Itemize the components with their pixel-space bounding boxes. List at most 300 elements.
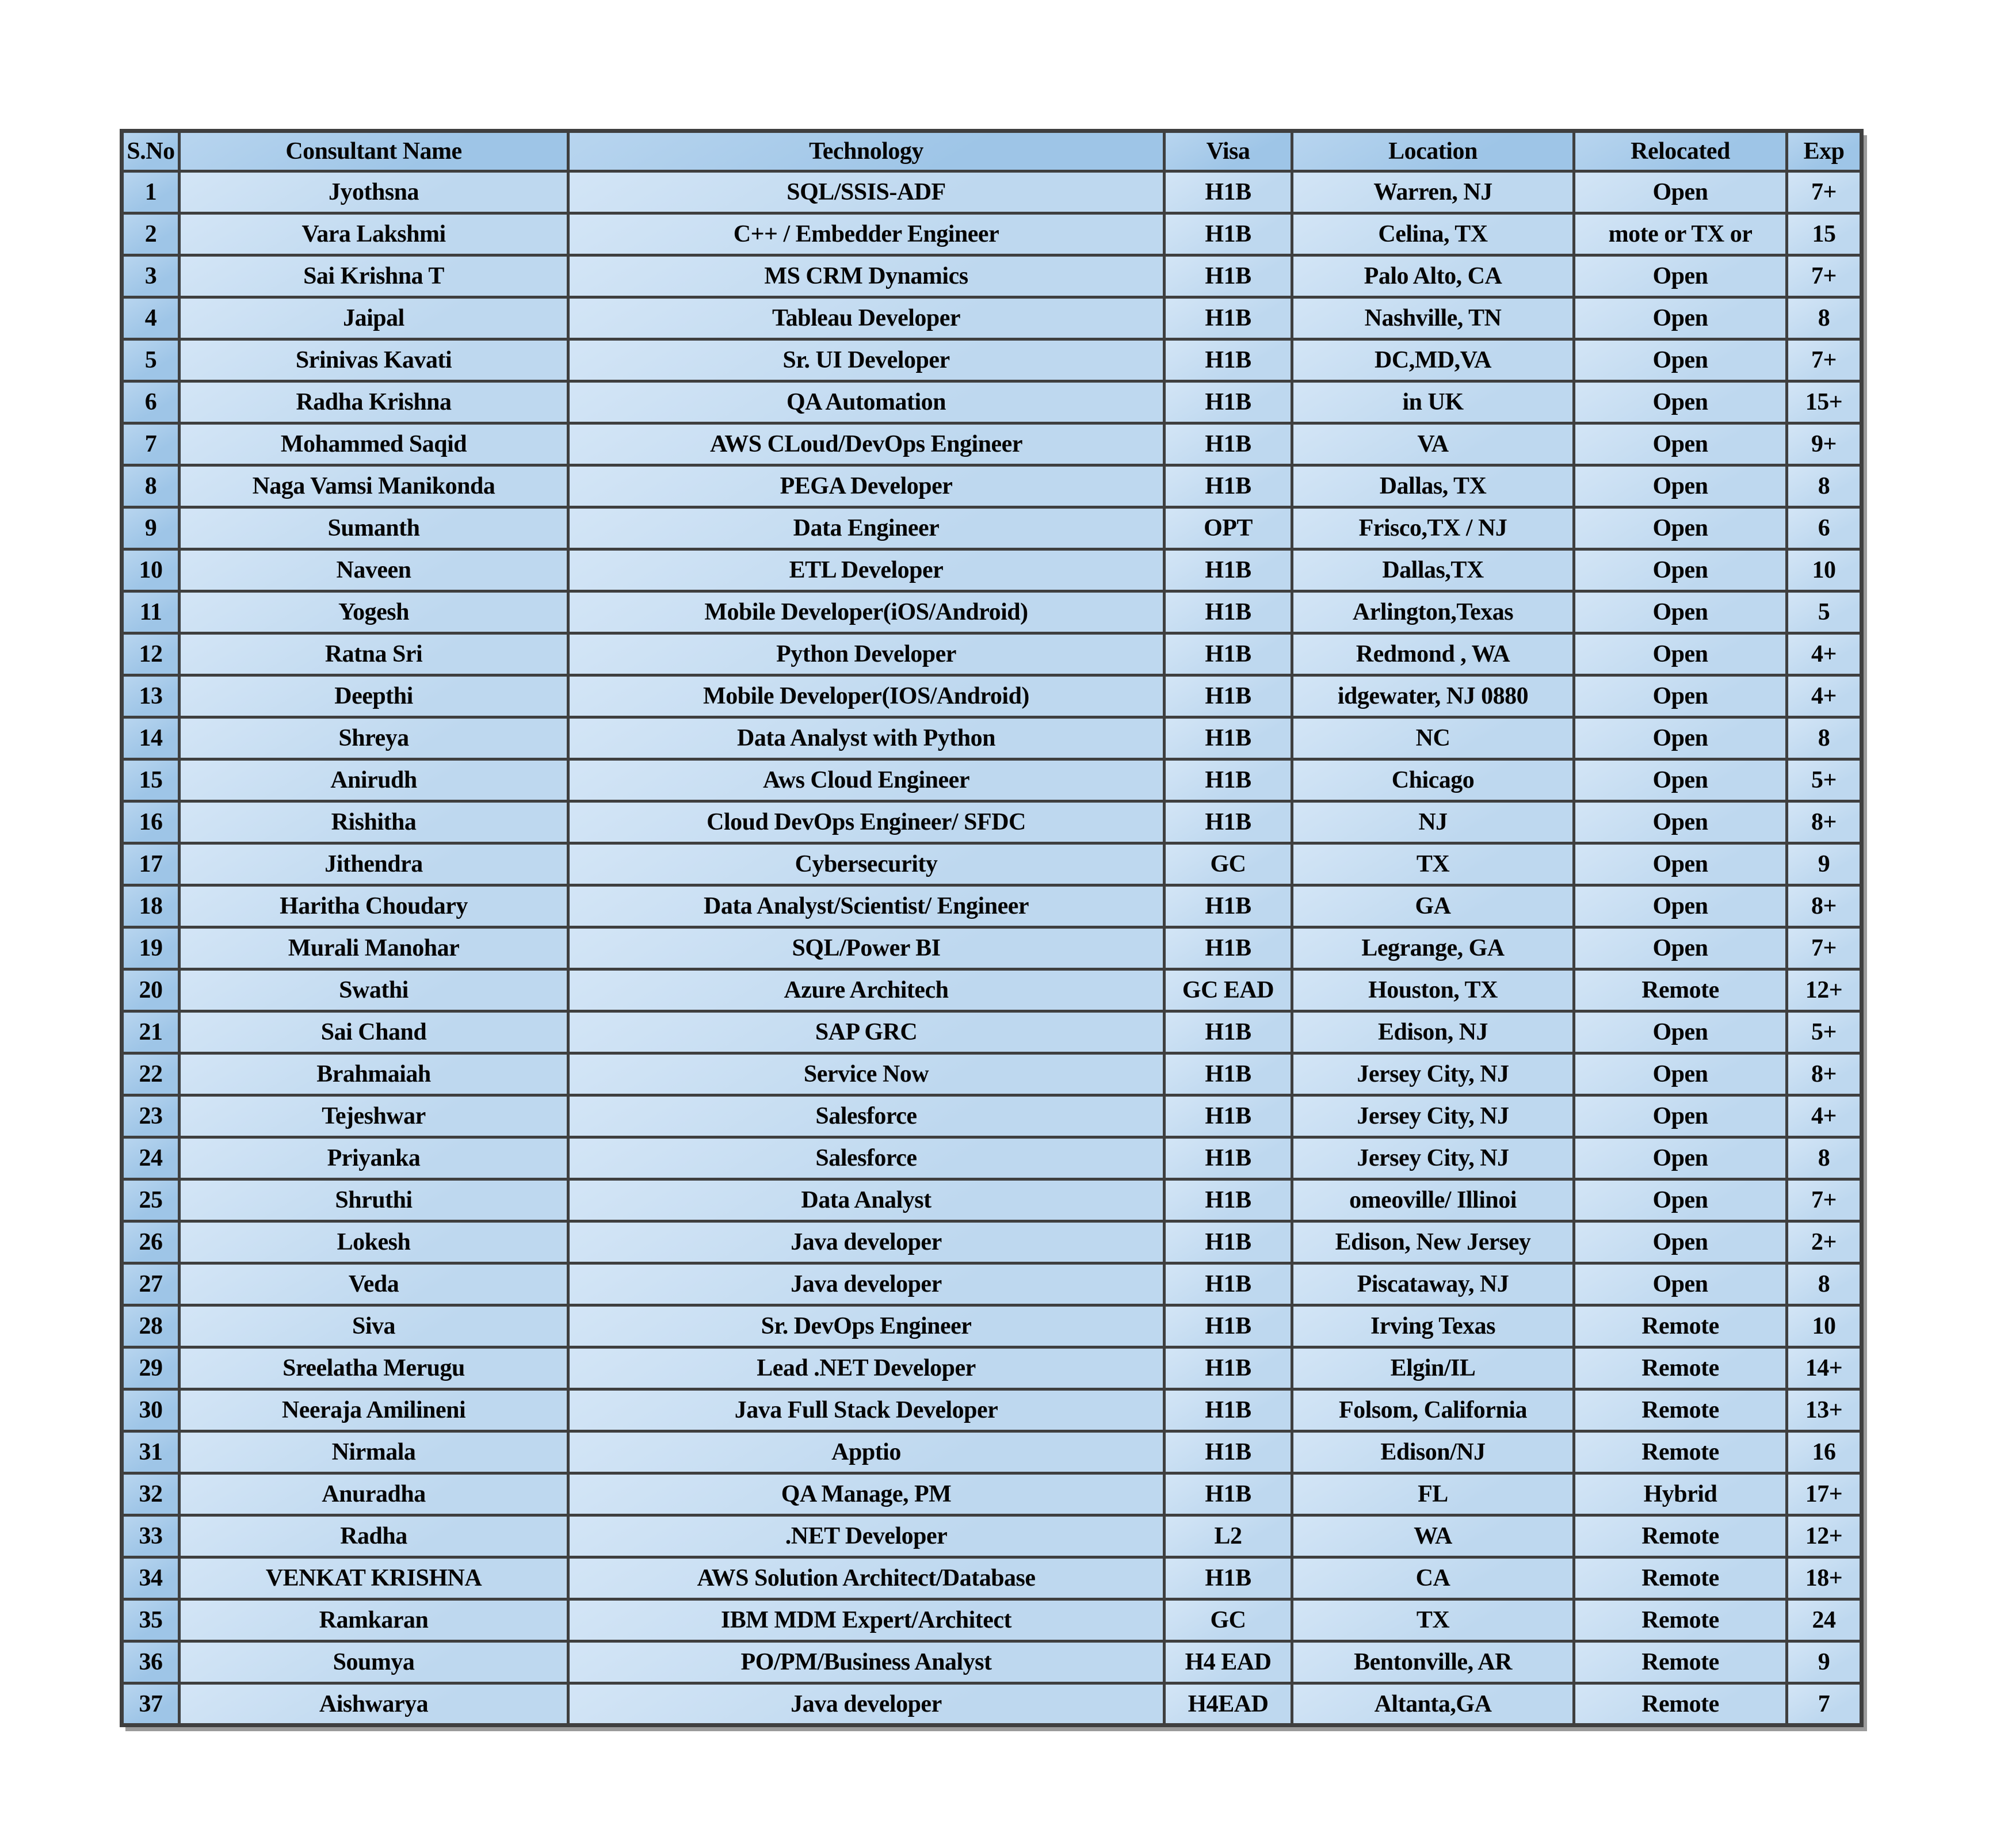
cell-sno: 34 (122, 1557, 180, 1599)
cell-exp: 7+ (1787, 339, 1862, 381)
cell-consultant-name: Vara Lakshmi (180, 213, 568, 255)
cell-relocated: Remote (1574, 1305, 1787, 1347)
cell-technology: SQL/SSIS-ADF (568, 171, 1165, 213)
cell-sno: 35 (122, 1599, 180, 1641)
cell-technology: Tableau Developer (568, 297, 1165, 339)
cell-exp: 15 (1787, 213, 1862, 255)
table-row (122, 1263, 1862, 1305)
cell-location: Dallas,TX (1292, 549, 1574, 591)
cell-exp: 13+ (1787, 1389, 1862, 1431)
cell-consultant-name: Yogesh (180, 591, 568, 633)
cell-exp: 12+ (1787, 1515, 1862, 1557)
cell-location: GA (1292, 885, 1574, 927)
cell-relocated: Open (1574, 1263, 1787, 1305)
cell-technology: Data Engineer (568, 507, 1165, 549)
cell-relocated: Open (1574, 1053, 1787, 1095)
cell-consultant-name: Radha (180, 1515, 568, 1557)
cell-location: Edison/NJ (1292, 1431, 1574, 1473)
col-header-location: Location (1292, 131, 1574, 171)
table-row (122, 213, 1862, 255)
cell-technology: QA Manage, PM (568, 1473, 1165, 1515)
cell-visa: H1B (1165, 423, 1292, 465)
cell-sno: 37 (122, 1683, 180, 1725)
cell-sno: 9 (122, 507, 180, 549)
cell-visa: H1B (1165, 381, 1292, 423)
cell-visa: GC (1165, 1599, 1292, 1641)
cell-sno: 19 (122, 927, 180, 969)
table-row (122, 171, 1862, 213)
cell-exp: 4+ (1787, 675, 1862, 717)
table-row (122, 1095, 1862, 1137)
cell-sno: 22 (122, 1053, 180, 1095)
cell-location: Nashville, TN (1292, 297, 1574, 339)
cell-technology: AWS CLoud/DevOps Engineer (568, 423, 1165, 465)
cell-visa: H1B (1165, 885, 1292, 927)
cell-visa: H1B (1165, 759, 1292, 801)
cell-exp: 12+ (1787, 969, 1862, 1011)
table-row (122, 507, 1862, 549)
cell-visa: H1B (1165, 549, 1292, 591)
cell-exp: 9+ (1787, 423, 1862, 465)
cell-sno: 11 (122, 591, 180, 633)
table-row (122, 1683, 1862, 1725)
cell-location: DC,MD,VA (1292, 339, 1574, 381)
cell-visa: H1B (1165, 171, 1292, 213)
cell-exp: 10 (1787, 1305, 1862, 1347)
table-row (122, 465, 1862, 507)
cell-relocated: Open (1574, 171, 1787, 213)
cell-exp: 17+ (1787, 1473, 1862, 1515)
cell-location: Elgin/IL (1292, 1347, 1574, 1389)
cell-relocated: Remote (1574, 969, 1787, 1011)
cell-consultant-name: Siva (180, 1305, 568, 1347)
cell-technology: Java developer (568, 1263, 1165, 1305)
cell-relocated: Open (1574, 843, 1787, 885)
cell-technology: PEGA Developer (568, 465, 1165, 507)
table-row (122, 255, 1862, 297)
cell-location: in UK (1292, 381, 1574, 423)
cell-relocated: Remote (1574, 1389, 1787, 1431)
cell-technology: Java developer (568, 1683, 1165, 1725)
cell-exp: 8 (1787, 1263, 1862, 1305)
table-row (122, 717, 1862, 759)
cell-exp: 7 (1787, 1683, 1862, 1725)
col-header-sno: S.No (122, 131, 180, 171)
cell-visa: H1B (1165, 339, 1292, 381)
cell-exp: 14+ (1787, 1347, 1862, 1389)
cell-consultant-name: Sai Krishna T (180, 255, 568, 297)
cell-location: Altanta,GA (1292, 1683, 1574, 1725)
cell-consultant-name: Jithendra (180, 843, 568, 885)
cell-consultant-name: Rishitha (180, 801, 568, 843)
table-row (122, 801, 1862, 843)
cell-relocated: Open (1574, 1137, 1787, 1179)
cell-consultant-name: Haritha Choudary (180, 885, 568, 927)
cell-sno: 10 (122, 549, 180, 591)
cell-consultant-name: Aishwarya (180, 1683, 568, 1725)
cell-relocated: Open (1574, 1179, 1787, 1221)
cell-exp: 8+ (1787, 1053, 1862, 1095)
cell-location: Houston, TX (1292, 969, 1574, 1011)
cell-visa: OPT (1165, 507, 1292, 549)
cell-relocated: Open (1574, 885, 1787, 927)
cell-sno: 4 (122, 297, 180, 339)
cell-sno: 27 (122, 1263, 180, 1305)
cell-technology: Sr. UI Developer (568, 339, 1165, 381)
cell-sno: 16 (122, 801, 180, 843)
cell-visa: GC EAD (1165, 969, 1292, 1011)
cell-technology: Java Full Stack Developer (568, 1389, 1165, 1431)
cell-relocated: Open (1574, 759, 1787, 801)
cell-technology: Python Developer (568, 633, 1165, 675)
cell-location: Legrange, GA (1292, 927, 1574, 969)
cell-visa: H1B (1165, 1305, 1292, 1347)
cell-location: Jersey City, NJ (1292, 1137, 1574, 1179)
cell-technology: MS CRM Dynamics (568, 255, 1165, 297)
cell-sno: 13 (122, 675, 180, 717)
cell-location: TX (1292, 1599, 1574, 1641)
cell-visa: H1B (1165, 213, 1292, 255)
cell-relocated: Open (1574, 465, 1787, 507)
consultants-table (120, 129, 1864, 1727)
cell-relocated: Remote (1574, 1557, 1787, 1599)
cell-exp: 5 (1787, 591, 1862, 633)
cell-visa: H1B (1165, 717, 1292, 759)
cell-exp: 7+ (1787, 1179, 1862, 1221)
cell-relocated: Open (1574, 255, 1787, 297)
cell-technology: Apptio (568, 1431, 1165, 1473)
cell-exp: 16 (1787, 1431, 1862, 1473)
cell-technology: IBM MDM Expert/Architect (568, 1599, 1165, 1641)
cell-location: Redmond , WA (1292, 633, 1574, 675)
cell-sno: 32 (122, 1473, 180, 1515)
cell-visa: H1B (1165, 1221, 1292, 1263)
col-header-visa: Visa (1165, 131, 1292, 171)
table-row (122, 1515, 1862, 1557)
cell-consultant-name: Sai Chand (180, 1011, 568, 1053)
cell-visa: H1B (1165, 1347, 1292, 1389)
cell-consultant-name: Priyanka (180, 1137, 568, 1179)
cell-sno: 26 (122, 1221, 180, 1263)
cell-location: Irving Texas (1292, 1305, 1574, 1347)
cell-relocated: Remote (1574, 1641, 1787, 1683)
cell-technology: Lead .NET Developer (568, 1347, 1165, 1389)
table-row (122, 1011, 1862, 1053)
cell-visa: H1B (1165, 1011, 1292, 1053)
cell-sno: 18 (122, 885, 180, 927)
cell-visa: H1B (1165, 1473, 1292, 1515)
cell-relocated: Remote (1574, 1515, 1787, 1557)
table-row (122, 1431, 1862, 1473)
cell-relocated: Open (1574, 1095, 1787, 1137)
cell-location: Edison, New Jersey (1292, 1221, 1574, 1263)
cell-relocated: Open (1574, 549, 1787, 591)
cell-consultant-name: Jyothsna (180, 171, 568, 213)
cell-technology: Data Analyst with Python (568, 717, 1165, 759)
cell-technology: AWS Solution Architect/Database (568, 1557, 1165, 1599)
cell-consultant-name: Sreelatha Merugu (180, 1347, 568, 1389)
cell-exp: 5+ (1787, 759, 1862, 801)
cell-consultant-name: Nirmala (180, 1431, 568, 1473)
cell-relocated: Open (1574, 717, 1787, 759)
cell-visa: H1B (1165, 297, 1292, 339)
cell-visa: H1B (1165, 1431, 1292, 1473)
cell-visa: H1B (1165, 1263, 1292, 1305)
cell-technology: Sr. DevOps Engineer (568, 1305, 1165, 1347)
cell-consultant-name: Shreya (180, 717, 568, 759)
table-row (122, 1557, 1862, 1599)
cell-location: Jersey City, NJ (1292, 1053, 1574, 1095)
cell-consultant-name: Naga Vamsi Manikonda (180, 465, 568, 507)
cell-location: omeoville/ Illinoi (1292, 1179, 1574, 1221)
cell-consultant-name: Radha Krishna (180, 381, 568, 423)
table-row (122, 339, 1862, 381)
cell-technology: QA Automation (568, 381, 1165, 423)
cell-technology: Data Analyst/Scientist/ Engineer (568, 885, 1165, 927)
cell-technology: Salesforce (568, 1095, 1165, 1137)
cell-exp: 18+ (1787, 1557, 1862, 1599)
cell-location: Edison, NJ (1292, 1011, 1574, 1053)
cell-sno: 25 (122, 1179, 180, 1221)
cell-technology: Mobile Developer(iOS/Android) (568, 591, 1165, 633)
cell-technology: Service Now (568, 1053, 1165, 1095)
cell-exp: 2+ (1787, 1221, 1862, 1263)
cell-location: FL (1292, 1473, 1574, 1515)
cell-exp: 9 (1787, 843, 1862, 885)
col-header-consultant-name: Consultant Name (180, 131, 568, 171)
cell-relocated: Remote (1574, 1347, 1787, 1389)
cell-consultant-name: Sumanth (180, 507, 568, 549)
table-row (122, 1473, 1862, 1515)
cell-location: Chicago (1292, 759, 1574, 801)
cell-visa: H1B (1165, 255, 1292, 297)
cell-sno: 8 (122, 465, 180, 507)
cell-technology: SAP GRC (568, 1011, 1165, 1053)
cell-technology: Salesforce (568, 1137, 1165, 1179)
cell-consultant-name: Jaipal (180, 297, 568, 339)
cell-location: Arlington,Texas (1292, 591, 1574, 633)
table-row (122, 381, 1862, 423)
cell-sno: 36 (122, 1641, 180, 1683)
cell-technology: Data Analyst (568, 1179, 1165, 1221)
cell-relocated: Remote (1574, 1683, 1787, 1725)
cell-consultant-name: Veda (180, 1263, 568, 1305)
cell-location: idgewater, NJ 0880 (1292, 675, 1574, 717)
cell-exp: 8 (1787, 297, 1862, 339)
cell-visa: H1B (1165, 1389, 1292, 1431)
cell-sno: 7 (122, 423, 180, 465)
cell-exp: 4+ (1787, 1095, 1862, 1137)
cell-exp: 7+ (1787, 171, 1862, 213)
cell-visa: H1B (1165, 1053, 1292, 1095)
table-row (122, 885, 1862, 927)
cell-relocated: Hybrid (1574, 1473, 1787, 1515)
table-row (122, 969, 1862, 1011)
cell-location: WA (1292, 1515, 1574, 1557)
cell-visa: L2 (1165, 1515, 1292, 1557)
cell-exp: 9 (1787, 1641, 1862, 1683)
cell-exp: 8+ (1787, 801, 1862, 843)
cell-relocated: Remote (1574, 1431, 1787, 1473)
cell-technology: Mobile Developer(IOS/Android) (568, 675, 1165, 717)
cell-visa: H1B (1165, 1095, 1292, 1137)
table-row (122, 843, 1862, 885)
cell-technology: PO/PM/Business Analyst (568, 1641, 1165, 1683)
cell-visa: H1B (1165, 801, 1292, 843)
cell-technology: Java developer (568, 1221, 1165, 1263)
cell-sno: 6 (122, 381, 180, 423)
cell-sno: 23 (122, 1095, 180, 1137)
cell-sno: 31 (122, 1431, 180, 1473)
cell-relocated: Open (1574, 927, 1787, 969)
cell-exp: 5+ (1787, 1011, 1862, 1053)
cell-location: NJ (1292, 801, 1574, 843)
cell-visa: H1B (1165, 927, 1292, 969)
cell-technology: .NET Developer (568, 1515, 1165, 1557)
cell-visa: H4EAD (1165, 1683, 1292, 1725)
cell-consultant-name: VENKAT KRISHNA (180, 1557, 568, 1599)
cell-visa: H4 EAD (1165, 1641, 1292, 1683)
table-row (122, 675, 1862, 717)
cell-location: TX (1292, 843, 1574, 885)
cell-exp: 8+ (1787, 885, 1862, 927)
cell-consultant-name: Brahmaiah (180, 1053, 568, 1095)
cell-visa: H1B (1165, 633, 1292, 675)
cell-sno: 15 (122, 759, 180, 801)
table-row (122, 1305, 1862, 1347)
cell-exp: 10 (1787, 549, 1862, 591)
cell-consultant-name: Srinivas Kavati (180, 339, 568, 381)
cell-location: Palo Alto, CA (1292, 255, 1574, 297)
cell-consultant-name: Anuradha (180, 1473, 568, 1515)
cell-visa: H1B (1165, 675, 1292, 717)
cell-location: Jersey City, NJ (1292, 1095, 1574, 1137)
cell-technology: Cloud DevOps Engineer/ SFDC (568, 801, 1165, 843)
cell-consultant-name: Tejeshwar (180, 1095, 568, 1137)
table-row (122, 759, 1862, 801)
cell-relocated: mote or TX or (1574, 213, 1787, 255)
cell-visa: H1B (1165, 1557, 1292, 1599)
cell-exp: 8 (1787, 1137, 1862, 1179)
cell-technology: SQL/Power BI (568, 927, 1165, 969)
cell-location: Frisco,TX / NJ (1292, 507, 1574, 549)
cell-exp: 8 (1787, 465, 1862, 507)
cell-visa: H1B (1165, 1179, 1292, 1221)
cell-sno: 3 (122, 255, 180, 297)
table-row (122, 1641, 1862, 1683)
cell-exp: 24 (1787, 1599, 1862, 1641)
cell-visa: H1B (1165, 465, 1292, 507)
cell-location: Folsom, California (1292, 1389, 1574, 1431)
cell-technology: Aws Cloud Engineer (568, 759, 1165, 801)
cell-sno: 14 (122, 717, 180, 759)
cell-sno: 30 (122, 1389, 180, 1431)
cell-relocated: Open (1574, 423, 1787, 465)
cell-consultant-name: Naveen (180, 549, 568, 591)
cell-location: NC (1292, 717, 1574, 759)
table-row (122, 1389, 1862, 1431)
cell-sno: 33 (122, 1515, 180, 1557)
cell-consultant-name: Ratna Sri (180, 633, 568, 675)
cell-sno: 28 (122, 1305, 180, 1347)
table-row (122, 1137, 1862, 1179)
cell-sno: 24 (122, 1137, 180, 1179)
table-header-row (122, 131, 1862, 171)
cell-relocated: Open (1574, 591, 1787, 633)
col-header-technology: Technology (568, 131, 1165, 171)
cell-exp: 7+ (1787, 927, 1862, 969)
table-row (122, 1053, 1862, 1095)
cell-location: Piscataway, NJ (1292, 1263, 1574, 1305)
cell-relocated: Open (1574, 507, 1787, 549)
table-row (122, 1347, 1862, 1389)
cell-relocated: Open (1574, 381, 1787, 423)
table-row (122, 549, 1862, 591)
cell-exp: 15+ (1787, 381, 1862, 423)
cell-relocated: Open (1574, 1011, 1787, 1053)
consultants-table-body (122, 171, 1862, 1725)
table-row (122, 297, 1862, 339)
cell-sno: 20 (122, 969, 180, 1011)
cell-relocated: Open (1574, 633, 1787, 675)
cell-technology: Azure Architech (568, 969, 1165, 1011)
cell-consultant-name: Ramkaran (180, 1599, 568, 1641)
cell-exp: 8 (1787, 717, 1862, 759)
table-row (122, 1599, 1862, 1641)
cell-visa: H1B (1165, 591, 1292, 633)
cell-consultant-name: Lokesh (180, 1221, 568, 1263)
cell-location: VA (1292, 423, 1574, 465)
cell-consultant-name: Swathi (180, 969, 568, 1011)
cell-sno: 5 (122, 339, 180, 381)
cell-sno: 17 (122, 843, 180, 885)
cell-relocated: Open (1574, 1221, 1787, 1263)
table-row (122, 633, 1862, 675)
cell-location: Dallas, TX (1292, 465, 1574, 507)
cell-location: Celina, TX (1292, 213, 1574, 255)
cell-visa: H1B (1165, 1137, 1292, 1179)
table-row (122, 423, 1862, 465)
cell-location: Warren, NJ (1292, 171, 1574, 213)
cell-relocated: Open (1574, 339, 1787, 381)
col-header-exp: Exp (1787, 131, 1862, 171)
table-row (122, 591, 1862, 633)
table-row (122, 927, 1862, 969)
cell-consultant-name: Soumya (180, 1641, 568, 1683)
cell-relocated: Open (1574, 675, 1787, 717)
cell-consultant-name: Neeraja Amilineni (180, 1389, 568, 1431)
cell-sno: 29 (122, 1347, 180, 1389)
cell-relocated: Open (1574, 801, 1787, 843)
cell-exp: 7+ (1787, 255, 1862, 297)
cell-exp: 4+ (1787, 633, 1862, 675)
cell-location: Bentonville, AR (1292, 1641, 1574, 1683)
cell-relocated: Open (1574, 297, 1787, 339)
cell-consultant-name: Anirudh (180, 759, 568, 801)
cell-technology: ETL Developer (568, 549, 1165, 591)
cell-consultant-name: Murali Manohar (180, 927, 568, 969)
table-row (122, 1221, 1862, 1263)
cell-consultant-name: Deepthi (180, 675, 568, 717)
cell-technology: C++ / Embedder Engineer (568, 213, 1165, 255)
cell-sno: 2 (122, 213, 180, 255)
cell-relocated: Remote (1574, 1599, 1787, 1641)
cell-sno: 12 (122, 633, 180, 675)
cell-sno: 21 (122, 1011, 180, 1053)
cell-location: CA (1292, 1557, 1574, 1599)
table-row (122, 1179, 1862, 1221)
cell-sno: 1 (122, 171, 180, 213)
